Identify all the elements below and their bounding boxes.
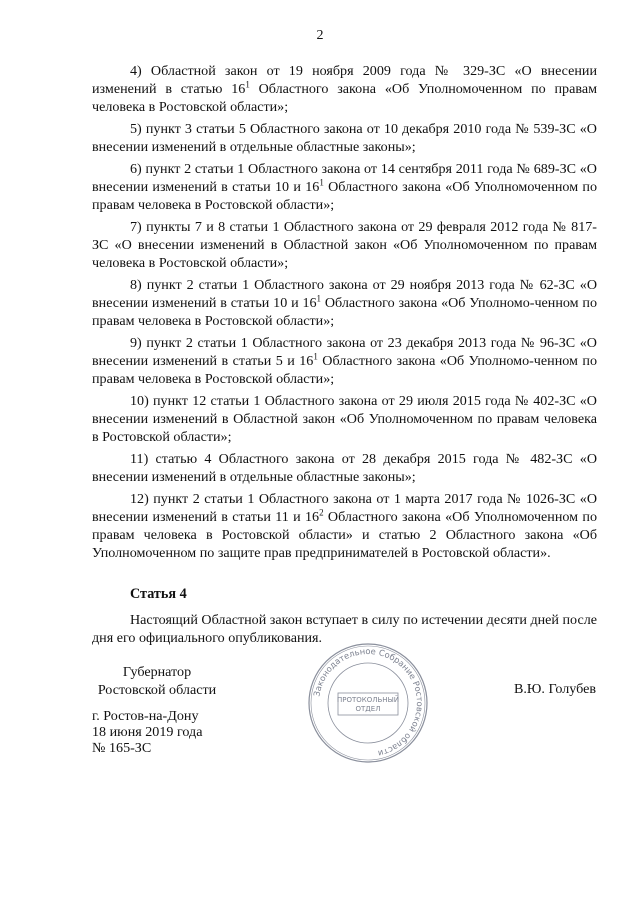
list-item-text-after: Областного закона «Об Уполномо-ченном по правам человека в Ростовской области»; bbox=[92, 353, 597, 387]
svg-text:Законодательное Собрание Росто: Законодательное Собрание Ростовской области bbox=[311, 645, 426, 759]
list-item-text: 9) пункт 2 статьи 1 Областного закона от 23 декабря 2013 года № 96-ЗС «О внесении изменений в статьи 5 и 16 bbox=[92, 335, 597, 369]
superscript: 2 bbox=[319, 507, 324, 518]
list-item-text-after: Областного закона «Об Уполномо-ченном по правам человека в Ростовской области»; bbox=[92, 295, 597, 329]
place-date-number bbox=[92, 708, 202, 756]
governor-title bbox=[92, 663, 222, 699]
list-item-text: 12) пункт 2 статьи 1 Областного закона от 1 марта 2017 года № 1026-ЗС «О внесении изменений в статьи 11 и 16 bbox=[92, 491, 597, 525]
list-item-text-after: Областного закона «Об Уполномоченном по правам человека в Ростовской области»; bbox=[92, 179, 597, 213]
list-item bbox=[92, 218, 597, 272]
superscript: 1 bbox=[319, 177, 324, 188]
list-item-text: 5) пункт 3 статьи 5 Областного закона от 10 декабря 2010 года № 539-ЗС «О внесении изменений в отдельные областные законы»; bbox=[92, 121, 597, 155]
list-item-text-after: Областного закона «Об Уполномоченном по правам человека в Ростовской области» и статью 2 Областного закона «Об Уполномоченном по защите прав предпринимателей в Ростовской области». bbox=[92, 509, 598, 561]
list-item-text: 11) статью 4 Областного закона от 28 декабря 2015 года № 482-ЗС «О внесении изменений в отдельные областные законы»; bbox=[92, 451, 597, 485]
superscript: 1 bbox=[316, 293, 322, 304]
article-4-title: Статья 4 bbox=[130, 586, 187, 602]
list-item-text: 7) пункты 7 и 8 статьи 1 Областного закона от 29 февраля 2012 года № 817-ЗС «О внесении изменений в Областной закон «Об Уполномоченном по правам человека в Ростовской области»; bbox=[92, 219, 597, 271]
items-list bbox=[92, 62, 597, 562]
governor-line-1: Губернатор bbox=[122, 664, 192, 680]
seal-stamp bbox=[306, 641, 430, 765]
document-body bbox=[92, 62, 597, 651]
list-item bbox=[92, 392, 597, 446]
svg-text:ОТДЕЛ: ОТДЕЛ bbox=[355, 705, 381, 713]
list-item bbox=[92, 450, 597, 486]
page-number: 2 bbox=[316, 28, 324, 43]
superscript: 1 bbox=[313, 351, 318, 362]
list-item-text: 10) пункт 12 статьи 1 Областного закона от 29 июля 2015 года № 402-ЗС «О внесении изменений в Областной закон «Об Уполномоченном по правам человека в Ростовской области»; bbox=[92, 393, 597, 445]
list-item-text: 8) пункт 2 статьи 1 Областного закона от 29 ноября 2013 года № 62-ЗС «О внесении изменений в статьи 10 и 16 bbox=[92, 277, 597, 311]
list-item bbox=[92, 490, 597, 562]
superscript: 1 bbox=[245, 79, 250, 90]
article-4-text: Настоящий Областной закон вступает в силу по истечении десяти дней после дня его официального опубликования. bbox=[92, 612, 597, 646]
list-item-text-after: Областного закона «Об Уполномоченном по правам человека в Ростовской области»; bbox=[92, 81, 597, 115]
list-item bbox=[92, 120, 597, 156]
list-item-text: 6) пункт 2 статьи 1 Областного закона от 14 сентября 2011 года № 689-ЗС «О внесении изменений в статьи 10 и 16 bbox=[92, 161, 597, 195]
governor-line-2: Ростовской области bbox=[97, 682, 217, 698]
list-item bbox=[92, 276, 597, 330]
signing-date: 18 июня 2019 года bbox=[92, 724, 203, 740]
law-number: № 165-ЗС bbox=[92, 740, 152, 756]
list-item bbox=[92, 160, 597, 214]
list-item bbox=[92, 62, 597, 116]
signer-name: В.Ю. Голубев bbox=[513, 681, 596, 697]
list-item-text: 4) Областной закон от 19 ноября 2009 года № 329-ЗС «О внесении изменений в статью 16 bbox=[92, 63, 597, 97]
list-item bbox=[92, 334, 597, 388]
city: г. Ростов-на-Дону bbox=[92, 708, 199, 724]
svg-text:ПРОТОКОЛЬНЫЙ: ПРОТОКОЛЬНЫЙ bbox=[336, 696, 400, 704]
